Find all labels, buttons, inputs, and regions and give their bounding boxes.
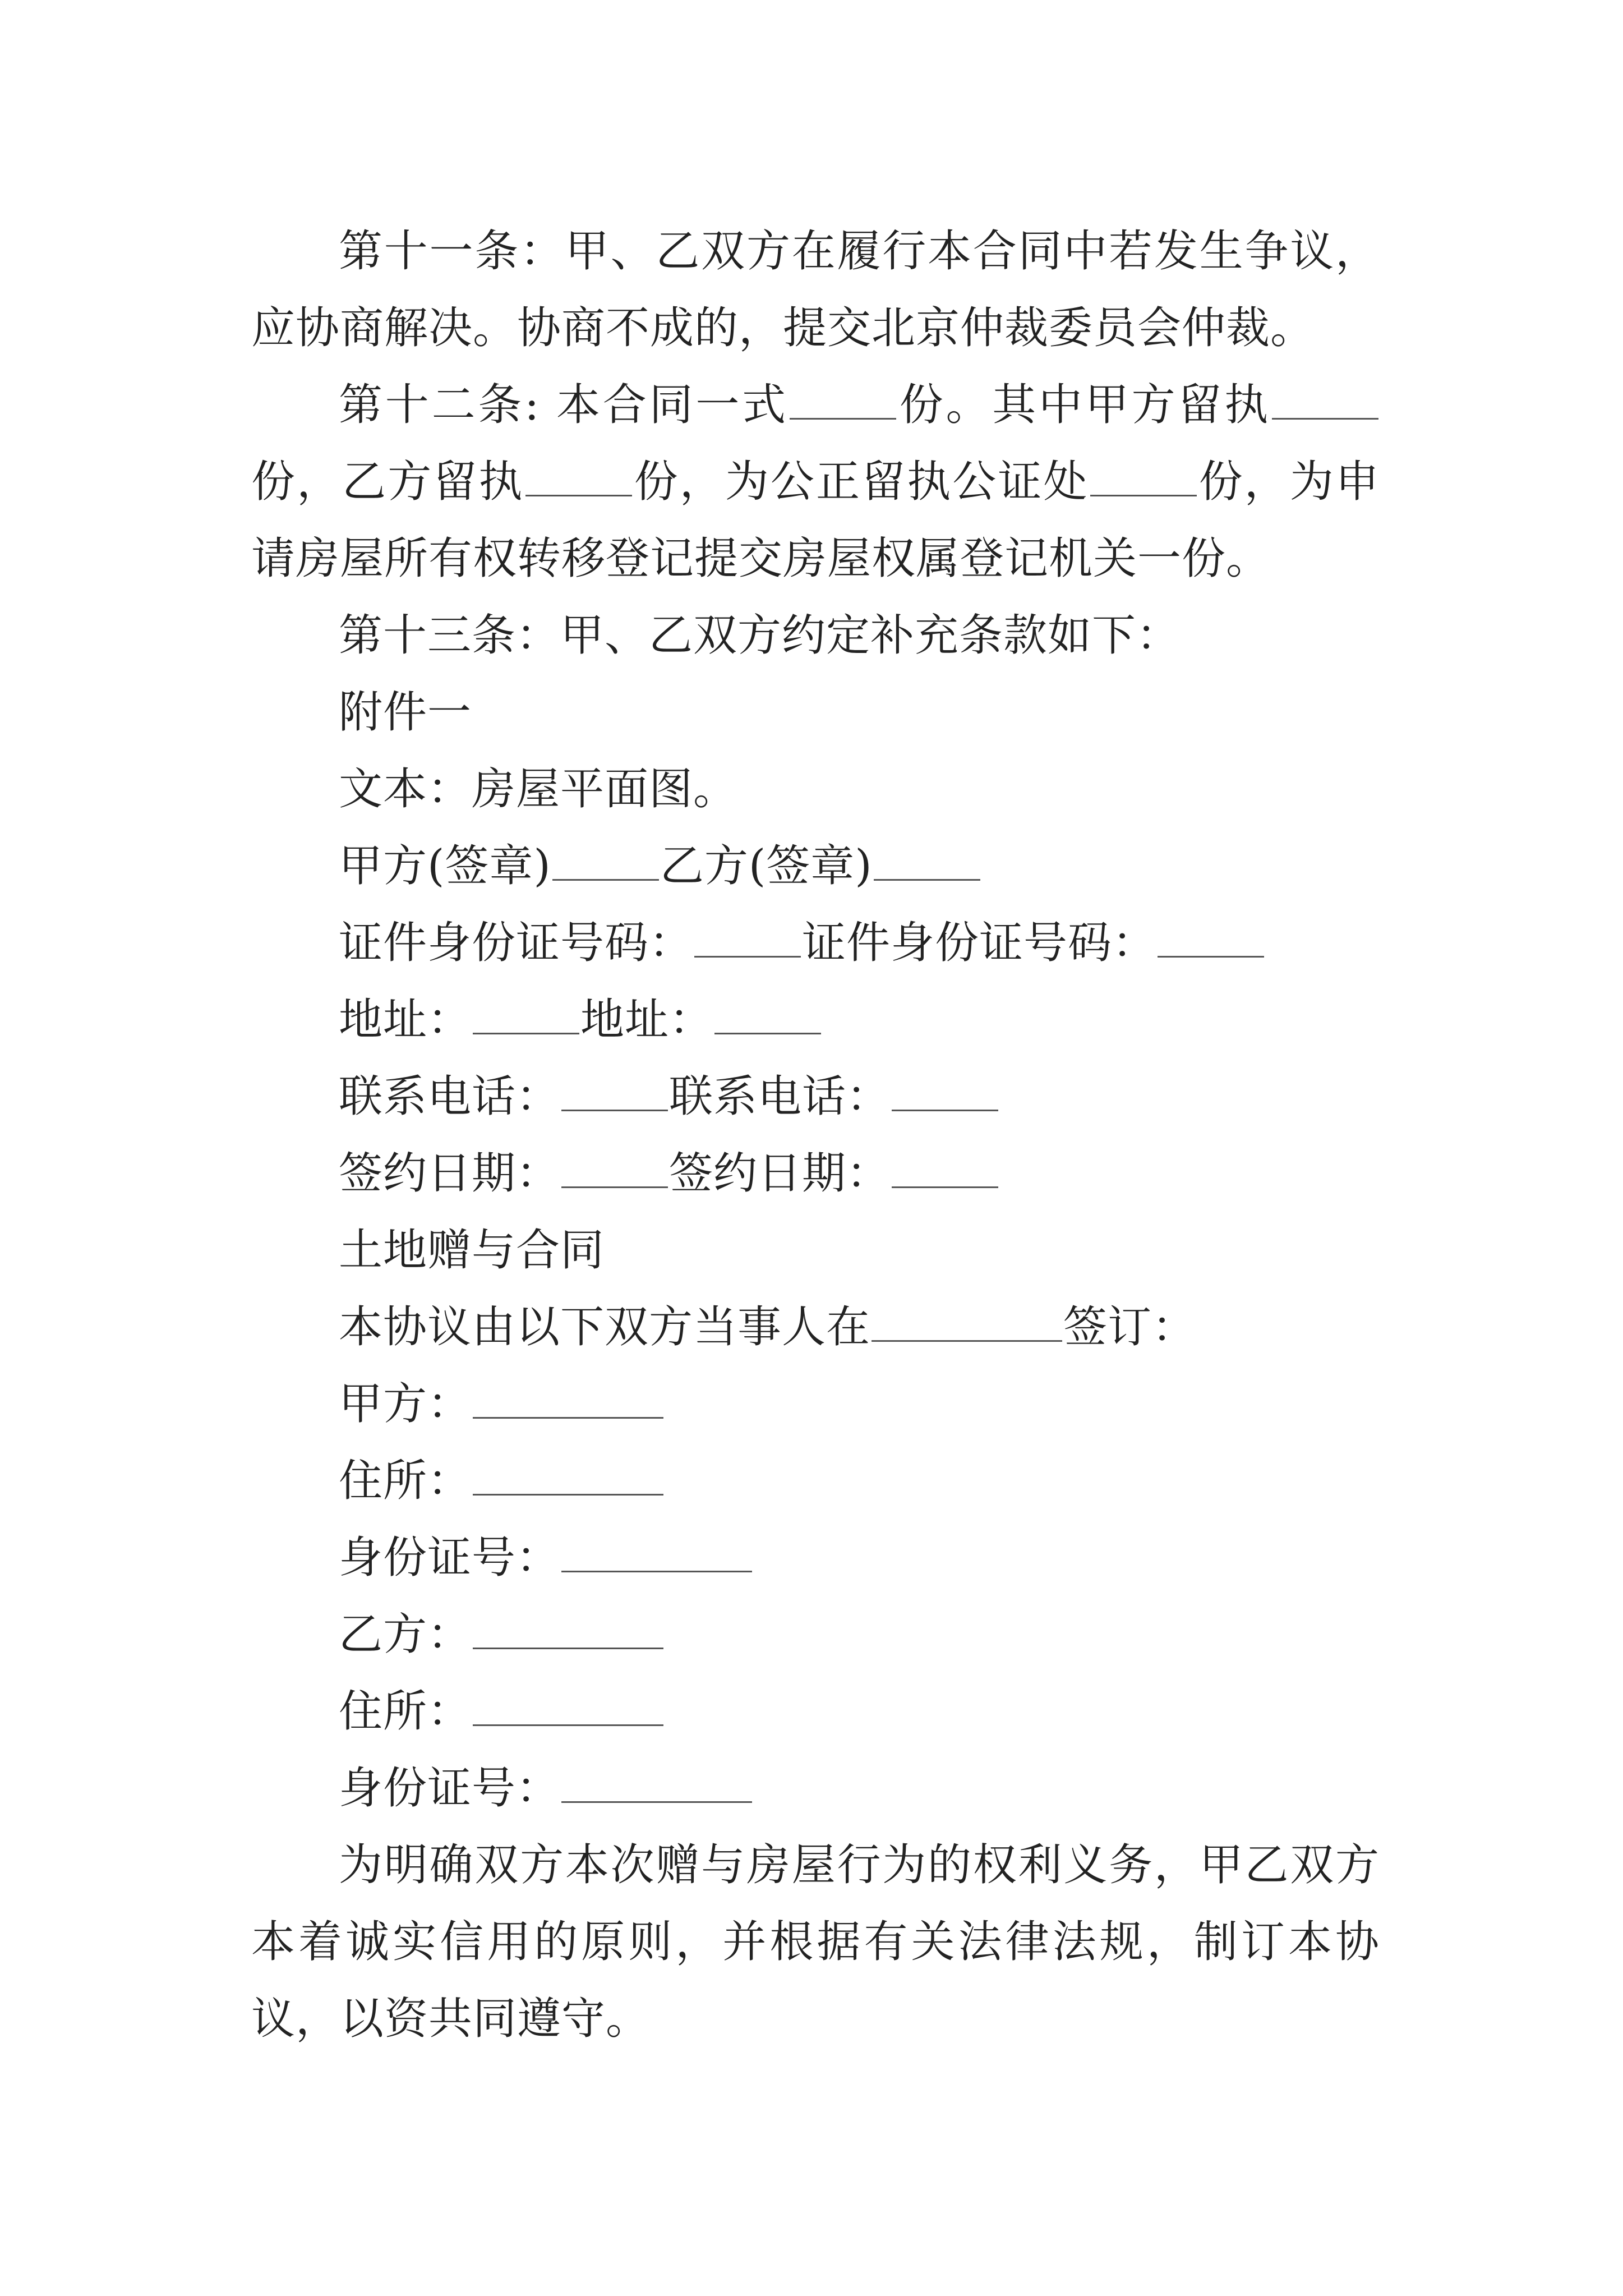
party-a-phone-blank[interactable] <box>561 1075 668 1111</box>
attachment-text: 文本：房屋平面图。 <box>339 764 738 815</box>
copies-notary-blank[interactable] <box>1090 460 1197 496</box>
party-a-sign-label: 甲方(签章) <box>339 841 551 891</box>
document-body <box>251 213 1380 2058</box>
purpose-paragraph: 为明确双方本次赠与房屋行为的权利义务，甲乙双方本着诚实信用的原则，并根据有关法律法规，制订本协议，以资共同遵守。 <box>251 1840 1380 2044</box>
party-a-idno-label: 身份证号： <box>339 1533 561 1583</box>
party-b-label: 乙方： <box>339 1609 472 1660</box>
address-row <box>251 982 1380 1059</box>
party-b-id-label: 证件身份证号码： <box>802 918 1157 968</box>
party-b-phone-blank[interactable] <box>892 1075 998 1111</box>
party-a-sign-blank[interactable] <box>552 844 659 881</box>
agreement-intro-part-2: 签订： <box>1063 1302 1197 1352</box>
party-a-phone-label: 联系电话： <box>339 1071 561 1122</box>
party-b-sign-label: 乙方(签章) <box>660 841 873 891</box>
party-a-residence-row <box>251 1443 1380 1520</box>
copies-total-blank[interactable] <box>790 383 896 420</box>
party-a-id-label: 证件身份证号码： <box>339 918 694 968</box>
party-b-idno-blank[interactable] <box>561 1766 752 1803</box>
article-12-part-1: 第十二条: 本合同一式 <box>339 380 789 430</box>
party-b-row <box>251 1596 1380 1673</box>
signature-row <box>251 828 1380 905</box>
party-a-idno-row <box>251 1520 1380 1596</box>
party-b-date-label: 签约日期： <box>669 1148 891 1199</box>
signing-place-blank[interactable] <box>872 1305 1062 1342</box>
party-b-idno-row <box>251 1750 1380 1827</box>
party-a-row <box>251 1366 1380 1443</box>
party-a-idno-blank[interactable] <box>561 1536 752 1572</box>
party-b-address-label: 地址： <box>580 995 714 1045</box>
party-a-address-label: 地址： <box>339 995 472 1045</box>
party-a-date-label: 签约日期： <box>339 1148 561 1199</box>
article-12-part-2: 份。其中甲方留执 <box>897 380 1271 430</box>
party-b-sign-blank[interactable] <box>874 844 980 881</box>
date-row <box>251 1135 1380 1212</box>
article-13: 第十三条：甲、乙双方约定补充条款如下： <box>339 610 1181 661</box>
party-a-date-blank[interactable] <box>561 1152 668 1188</box>
phone-row <box>251 1059 1380 1135</box>
agreement-intro-part-1: 本协议由以下双方当事人在 <box>339 1302 871 1352</box>
agreement-intro <box>251 1289 1380 1366</box>
party-b-blank[interactable] <box>473 1613 663 1649</box>
article-12-part-5: 份，为申请房屋所有权转移登记提交房屋权属登记机关一份。 <box>251 457 1380 584</box>
party-b-idno-label: 身份证号： <box>339 1763 561 1814</box>
copies-party-b-blank[interactable] <box>525 460 632 496</box>
party-b-residence-blank[interactable] <box>473 1690 663 1726</box>
copies-party-a-blank[interactable] <box>1272 383 1378 420</box>
land-contract-title: 土地赠与合同 <box>339 1225 605 1276</box>
party-a-address-blank[interactable] <box>473 998 579 1034</box>
party-a-id-blank[interactable] <box>694 921 801 958</box>
party-b-residence-label: 住所： <box>339 1686 472 1737</box>
article-12 <box>251 367 1380 597</box>
article-11: 第十一条：甲、乙双方在履行本合同中若发生争议，应协商解决。协商不成的，提交北京仲裁委员会仲裁。 <box>251 226 1380 353</box>
appendix-title: 附件一 <box>339 687 472 738</box>
party-b-id-blank[interactable] <box>1158 921 1264 958</box>
party-a-label: 甲方： <box>339 1379 472 1429</box>
party-b-phone-label: 联系电话： <box>669 1071 891 1122</box>
id-row <box>251 905 1380 982</box>
party-a-residence-label: 住所： <box>339 1456 472 1506</box>
party-b-date-blank[interactable] <box>892 1152 998 1188</box>
party-a-blank[interactable] <box>473 1382 663 1419</box>
article-12-part-4: 份，为公正留执公证处 <box>633 457 1089 507</box>
party-b-residence-row <box>251 1673 1380 1750</box>
party-b-address-blank[interactable] <box>714 998 821 1034</box>
party-a-residence-blank[interactable] <box>473 1459 663 1496</box>
article-12-part-3: 份，乙方留执 <box>251 457 524 507</box>
